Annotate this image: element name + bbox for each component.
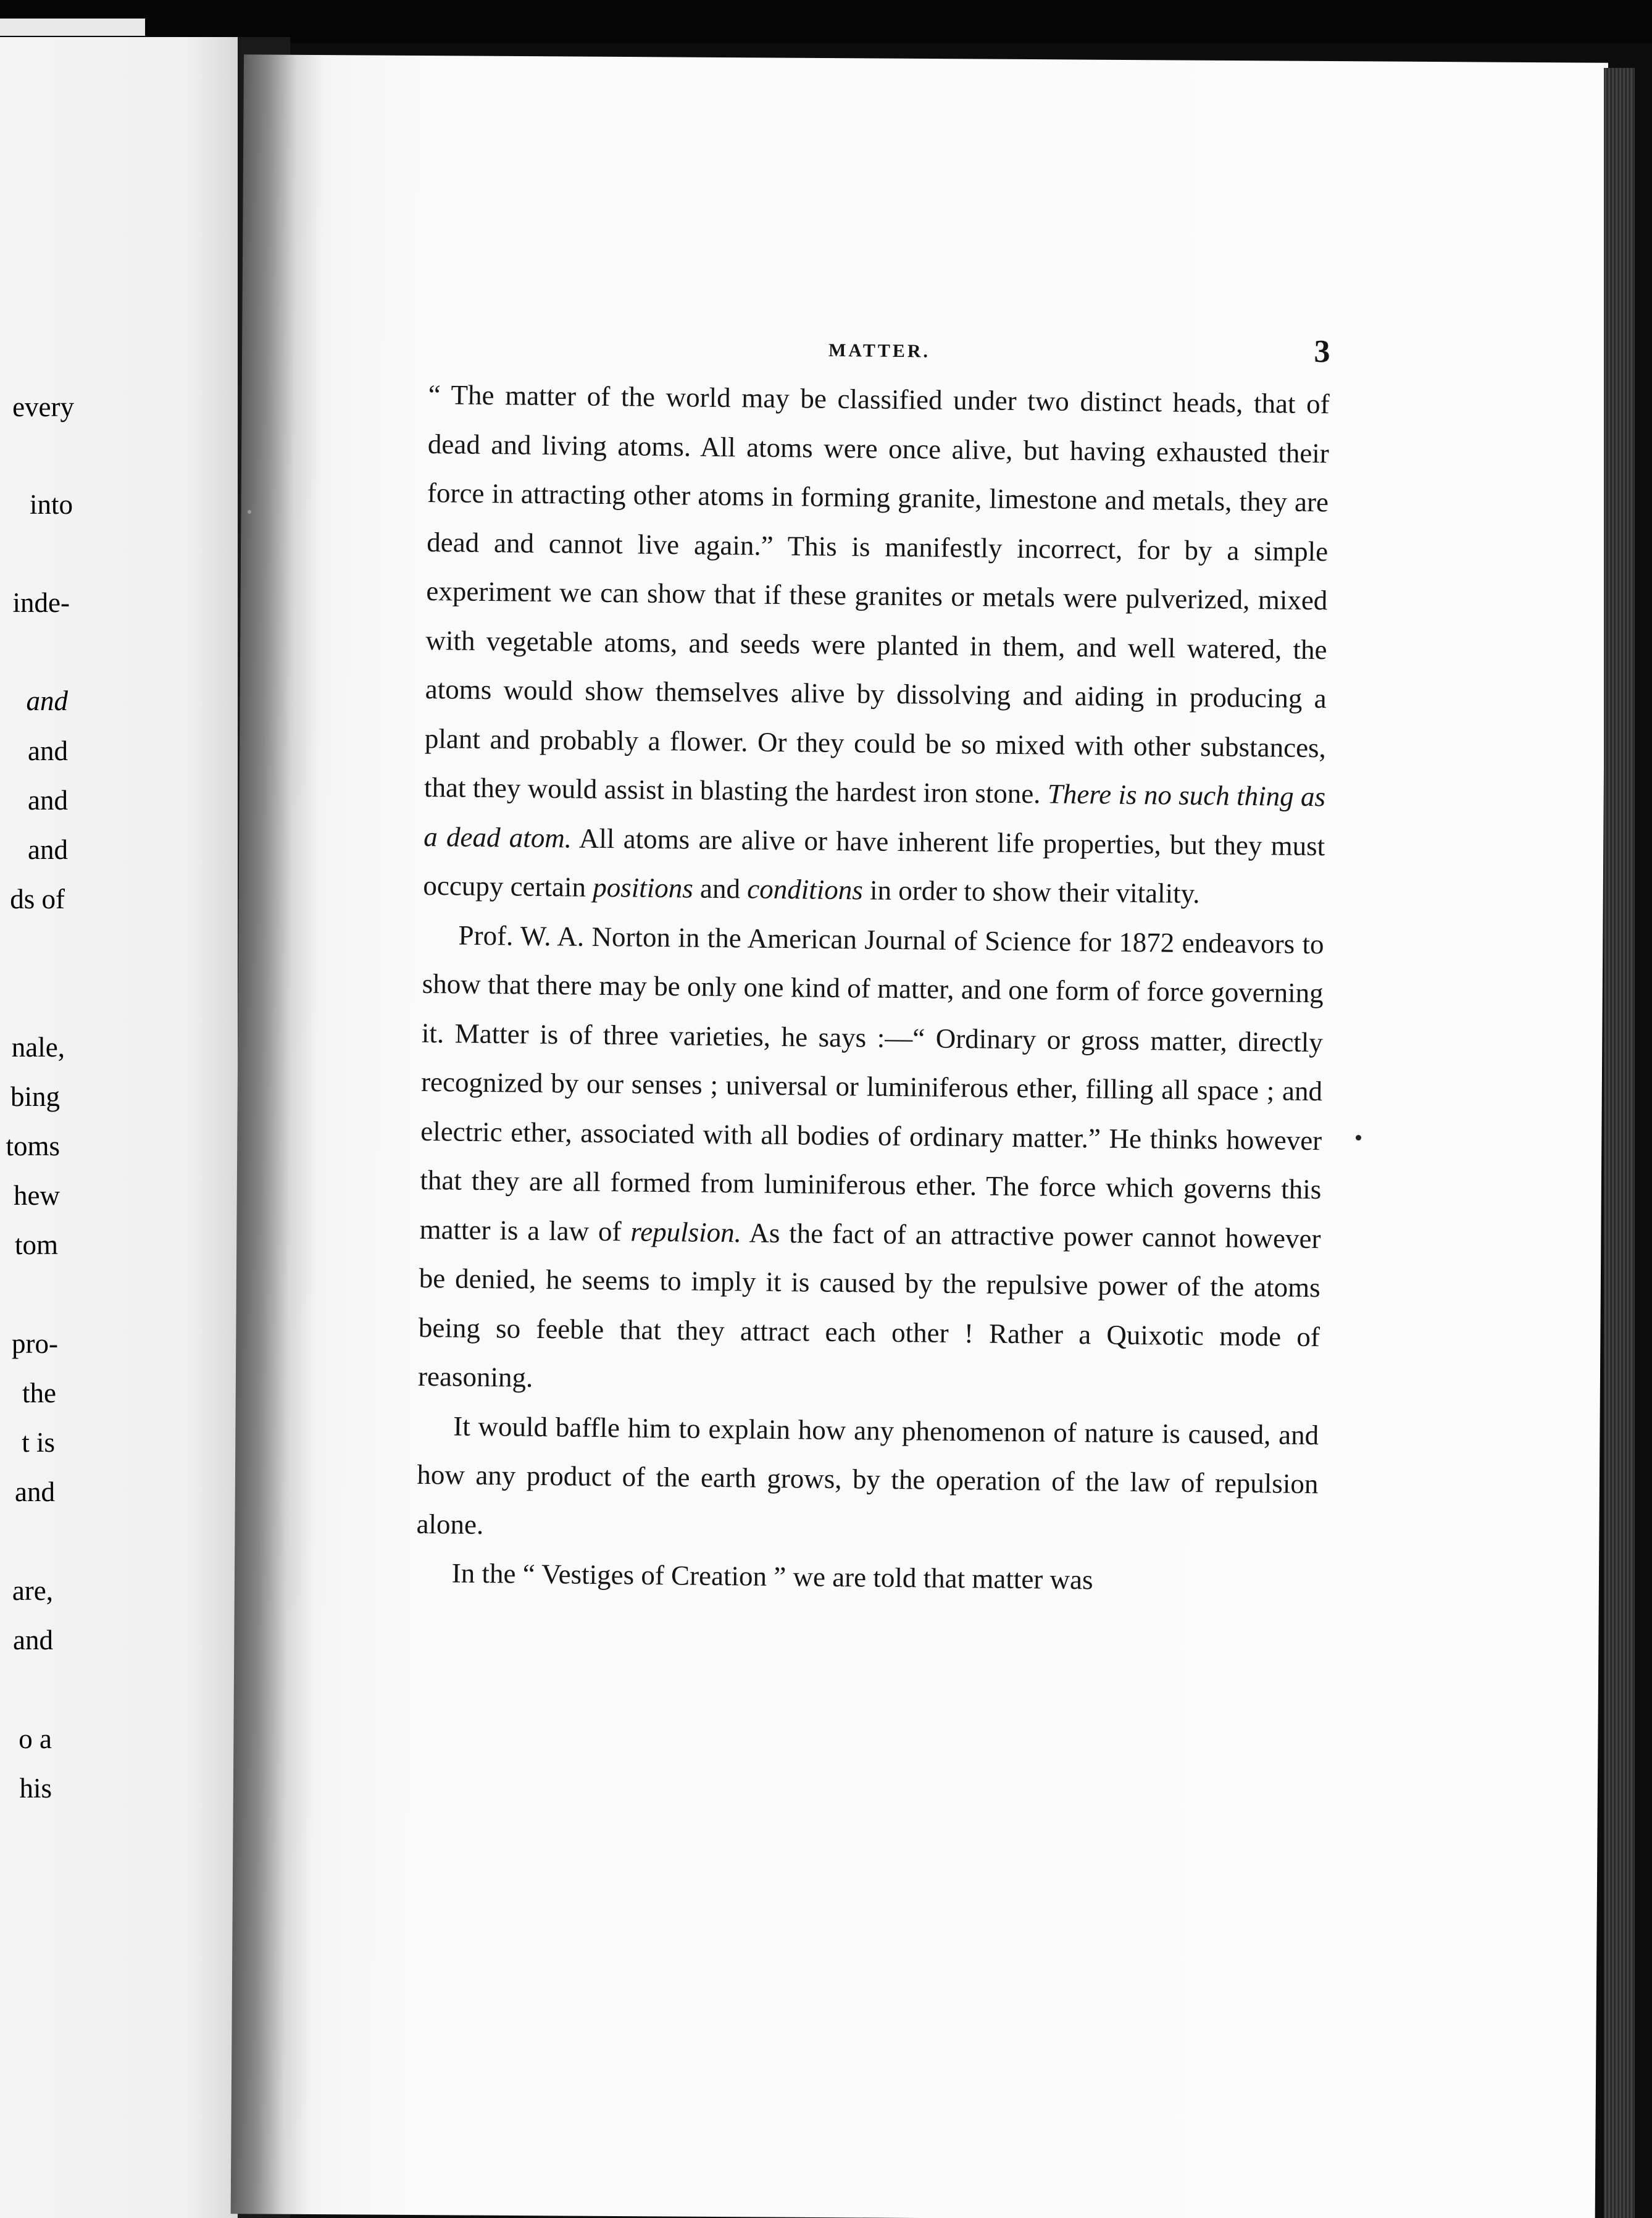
page-number: 3 (1314, 334, 1330, 370)
paragraph (416, 1401, 1319, 1558)
text-run: “ The matter of the world may be classified under two distinct heads, that of dead and living atoms. All atoms were once alive, but having exhausted their force in attracting other atoms in forming granite, limestone and metals, they are dead and cannot live again.” This is manifestly incorrect, for by a simple experiment we can show that if these granites or metals were pulverized, mixed with vegetable atoms, and seeds were planted in them, and well watered, the atoms would show themselves alive by dissolving and aiding in producing a plant and probably a flower. Or they could be so mixed with other substances, that they would assist in blasting the hardest iron stone. (423, 379, 1330, 810)
prev-page-fragment: tom (14, 1229, 58, 1260)
text-run: In the “ Vestiges of Creation ” we are told that matter was (451, 1557, 1093, 1596)
paragraph (423, 370, 1330, 920)
ink-speck (1356, 1135, 1361, 1140)
prev-page-fragment: and (28, 834, 68, 865)
prev-page-fragment: every (12, 391, 74, 422)
prev-page-fragment: toms (6, 1131, 60, 1161)
text-run: As the fact of an attractive power cannot however be denied, he seems to imply it is caused by the repulsive power of the atoms being so feeble that they attract each other ! Rather a Quixotic mode of reasoning. (417, 1216, 1321, 1393)
text-run: in order to show their vitality. (862, 874, 1200, 910)
running-head: MATTER. (828, 340, 931, 362)
italic-text: repulsion. (630, 1216, 742, 1248)
italic-text: There is no such thing as a dead atom. (423, 778, 1326, 853)
prev-page-fragment: the (22, 1378, 56, 1408)
prev-page-fragment: hew (14, 1180, 60, 1211)
prev-page-fragment: ds of (10, 884, 65, 914)
text-run: Prof. W. A. Norton in the American Journal of Science for 1872 endeavors to show that there may be only one kind of matter, and one form of force governing it. Matter is of three varieties, he says :—“ Ordinary or gross matter, directly recognized by our senses ; universal or luminiferous ether, filling all space ; and electric ether, associated with all bodies of ordinary matter.” He thinks however that they are all formed from luminiferous ether. The force which governs this matter is a law of (419, 919, 1324, 1247)
page-text-block (415, 321, 1330, 1607)
prev-page-fragment: and (28, 785, 68, 816)
page-edges (1604, 68, 1635, 2218)
paragraph (418, 910, 1324, 1410)
prev-page-fragment: and (13, 1625, 53, 1655)
prev-page-fragment: his (19, 1773, 52, 1804)
page-header (428, 321, 1330, 380)
prev-page-fragment: into (29, 489, 73, 520)
text-run: All atoms are alive or have inherent life properties, but they must occupy certain (423, 822, 1325, 903)
prev-page-fragment: t is (22, 1427, 55, 1458)
text-run: and (693, 873, 748, 905)
italic-text: positions (593, 871, 694, 904)
prev-page-fragment: and (15, 1476, 55, 1507)
text-run: It would baffle him to explain how any phenomenon of nature is caused, and how any product of the earth grows, by the operation of the law of repulsion alone. (416, 1410, 1319, 1540)
ink-speck (248, 510, 251, 514)
prev-page-fragment: bing (10, 1081, 60, 1112)
prev-page-fragment: and (26, 685, 68, 716)
prev-page-fragment: o a (19, 1723, 52, 1754)
prev-page-fragment: inde- (12, 587, 70, 618)
prev-page-fragment: nale, (11, 1032, 65, 1063)
paragraph (415, 1549, 1317, 1607)
italic-text: conditions (747, 873, 864, 906)
prev-page-fragment: are, (12, 1575, 53, 1606)
prev-page-fragment: and (28, 735, 68, 766)
prev-page-lines (0, 0, 73, 2218)
prev-page-fragment: pro- (12, 1328, 58, 1359)
